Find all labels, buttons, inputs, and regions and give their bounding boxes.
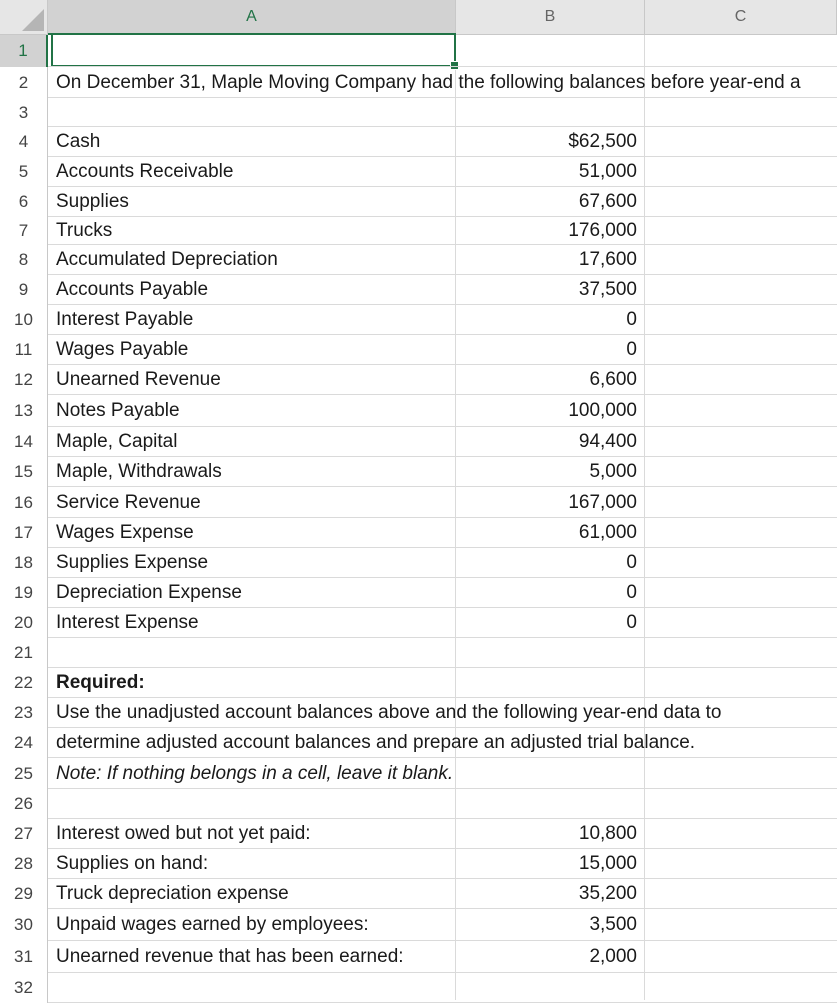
cell-a12[interactable]: Unearned Revenue bbox=[56, 369, 221, 390]
row-header-11[interactable]: 11 bbox=[0, 335, 48, 365]
cell-b15[interactable]: 5,000 bbox=[589, 461, 637, 482]
row-header-23[interactable]: 23 bbox=[0, 698, 48, 728]
cell-a14[interactable]: Maple, Capital bbox=[56, 431, 178, 452]
cell-b19[interactable]: 0 bbox=[626, 582, 637, 603]
cell-b4[interactable]: $62,500 bbox=[568, 131, 637, 152]
cell-b7[interactable]: 176,000 bbox=[568, 220, 637, 241]
cell-b27[interactable]: 10,800 bbox=[578, 823, 637, 844]
cell-a6[interactable]: Supplies bbox=[56, 191, 129, 212]
select-all-corner[interactable] bbox=[0, 0, 48, 35]
cell-a18[interactable]: Supplies Expense bbox=[56, 552, 209, 573]
cell-b16[interactable]: 167,000 bbox=[568, 491, 637, 513]
cell-a30[interactable]: Unpaid wages earned by employees: bbox=[56, 914, 369, 935]
cell-a4[interactable]: Cash bbox=[56, 131, 101, 152]
cell-a27[interactable]: Interest owed but not yet paid: bbox=[56, 823, 311, 844]
cell-b24[interactable] bbox=[455, 728, 637, 758]
cell-a23[interactable]: Use the unadjusted account balances above and the following year-end data to bbox=[56, 702, 722, 723]
cell-a20[interactable]: Interest Expense bbox=[56, 612, 199, 633]
cell-a24[interactable]: determine adjusted account balances and prepare an adjusted trial balance. bbox=[56, 732, 696, 753]
cell-b20[interactable]: 0 bbox=[626, 612, 637, 633]
row-header-26[interactable]: 26 bbox=[0, 789, 48, 819]
row-header-8[interactable]: 8 bbox=[0, 245, 48, 275]
cell-a15[interactable]: Maple, Withdrawals bbox=[56, 461, 222, 482]
row-header-7[interactable]: 7 bbox=[0, 217, 48, 245]
row-gridline bbox=[48, 126, 837, 127]
row-header-27[interactable]: 27 bbox=[0, 819, 48, 849]
cell-a7[interactable]: Trucks bbox=[56, 220, 113, 241]
cell-a28[interactable]: Supplies on hand: bbox=[56, 853, 209, 874]
cell-a10[interactable]: Interest Payable bbox=[56, 309, 194, 330]
cell-b2[interactable] bbox=[455, 67, 637, 98]
cell-a9[interactable]: Accounts Payable bbox=[56, 279, 209, 300]
row-header-1[interactable]: 1 bbox=[0, 35, 48, 67]
cell-b6[interactable]: 67,600 bbox=[578, 191, 637, 212]
row-header-21[interactable]: 21 bbox=[0, 638, 48, 668]
row-header-2[interactable]: 2 bbox=[0, 67, 48, 98]
row-header-9[interactable]: 9 bbox=[0, 275, 48, 305]
cell-a22[interactable]: Required: bbox=[56, 672, 145, 693]
cell-a16[interactable]: Service Revenue bbox=[56, 491, 201, 513]
row-header-24[interactable]: 24 bbox=[0, 728, 48, 758]
cell-a29[interactable]: Truck depreciation expense bbox=[56, 883, 289, 904]
column-header-b[interactable]: B bbox=[456, 0, 645, 35]
cell-b30[interactable]: 3,500 bbox=[589, 914, 637, 935]
cell-a13[interactable]: Notes Payable bbox=[56, 400, 180, 421]
row-header-4[interactable]: 4 bbox=[0, 127, 48, 157]
cell-b17[interactable]: 61,000 bbox=[578, 522, 637, 543]
cell-b9[interactable]: 37,500 bbox=[578, 279, 637, 300]
row-header-28[interactable]: 28 bbox=[0, 849, 48, 879]
row-header-5[interactable]: 5 bbox=[0, 157, 48, 187]
row-header-16[interactable]: 16 bbox=[0, 487, 48, 518]
cell-b18[interactable]: 0 bbox=[626, 552, 637, 573]
cell-b25[interactable] bbox=[455, 758, 637, 789]
cell-b5[interactable]: 51,000 bbox=[578, 161, 637, 182]
cell-b8[interactable]: 17,600 bbox=[578, 249, 637, 270]
row-header-20[interactable]: 20 bbox=[0, 608, 48, 638]
row-header-14[interactable]: 14 bbox=[0, 427, 48, 457]
row-header-17[interactable]: 17 bbox=[0, 518, 48, 548]
row-header-31[interactable]: 31 bbox=[0, 941, 48, 973]
cell-b10[interactable]: 0 bbox=[626, 309, 637, 330]
row-header-13[interactable]: 13 bbox=[0, 395, 48, 427]
row-header-6[interactable]: 6 bbox=[0, 187, 48, 217]
row-gridline bbox=[48, 216, 837, 217]
cell-b14[interactable]: 94,400 bbox=[578, 431, 637, 452]
cell-b11[interactable]: 0 bbox=[626, 339, 637, 360]
column-header-c[interactable]: C bbox=[645, 0, 837, 35]
cell-b21[interactable] bbox=[455, 638, 637, 668]
cell-b12[interactable]: 6,600 bbox=[589, 369, 637, 390]
cell-b26[interactable] bbox=[455, 789, 637, 819]
row-header-15[interactable]: 15 bbox=[0, 457, 48, 487]
row-header-29[interactable]: 29 bbox=[0, 879, 48, 909]
row-header-3[interactable]: 3 bbox=[0, 98, 48, 127]
cell-a17[interactable]: Wages Expense bbox=[56, 522, 194, 543]
column-header-a[interactable]: A bbox=[48, 0, 456, 35]
cell-a8[interactable]: Accumulated Depreciation bbox=[56, 249, 278, 270]
row-header-30[interactable]: 30 bbox=[0, 909, 48, 941]
cell-a19[interactable]: Depreciation Expense bbox=[56, 582, 242, 603]
active-cell-a1[interactable] bbox=[51, 33, 456, 67]
cell-a25[interactable]: Note: If nothing belongs in a cell, leave it blank. bbox=[56, 762, 454, 784]
cell-b23[interactable] bbox=[455, 698, 637, 728]
cell-b13[interactable]: 100,000 bbox=[568, 400, 637, 421]
row-header-18[interactable]: 18 bbox=[0, 548, 48, 578]
row-header-25[interactable]: 25 bbox=[0, 758, 48, 789]
cell-b3[interactable] bbox=[455, 98, 637, 127]
cell-b28[interactable]: 15,000 bbox=[578, 853, 637, 874]
cell-a2[interactable]: On December 31, Maple Moving Company had the following balances before year-end a bbox=[56, 71, 801, 93]
row-header-22[interactable]: 22 bbox=[0, 668, 48, 698]
cell-b31[interactable]: 2,000 bbox=[589, 946, 637, 967]
cell-a11[interactable]: Wages Payable bbox=[56, 339, 189, 360]
cell-b22[interactable] bbox=[455, 668, 637, 698]
select-all-triangle-icon bbox=[22, 9, 44, 31]
cell-b32[interactable] bbox=[455, 973, 637, 1003]
cell-a5[interactable]: Accounts Receivable bbox=[56, 161, 234, 182]
cell-a31[interactable]: Unearned revenue that has been earned: bbox=[56, 946, 404, 967]
row-header-10[interactable]: 10 bbox=[0, 305, 48, 335]
row-header-12[interactable]: 12 bbox=[0, 365, 48, 395]
row-gridline bbox=[48, 667, 837, 668]
row-header-32[interactable]: 32 bbox=[0, 973, 48, 1003]
cell-b1[interactable] bbox=[455, 35, 637, 67]
cell-b29[interactable]: 35,200 bbox=[578, 883, 637, 904]
row-header-19[interactable]: 19 bbox=[0, 578, 48, 608]
